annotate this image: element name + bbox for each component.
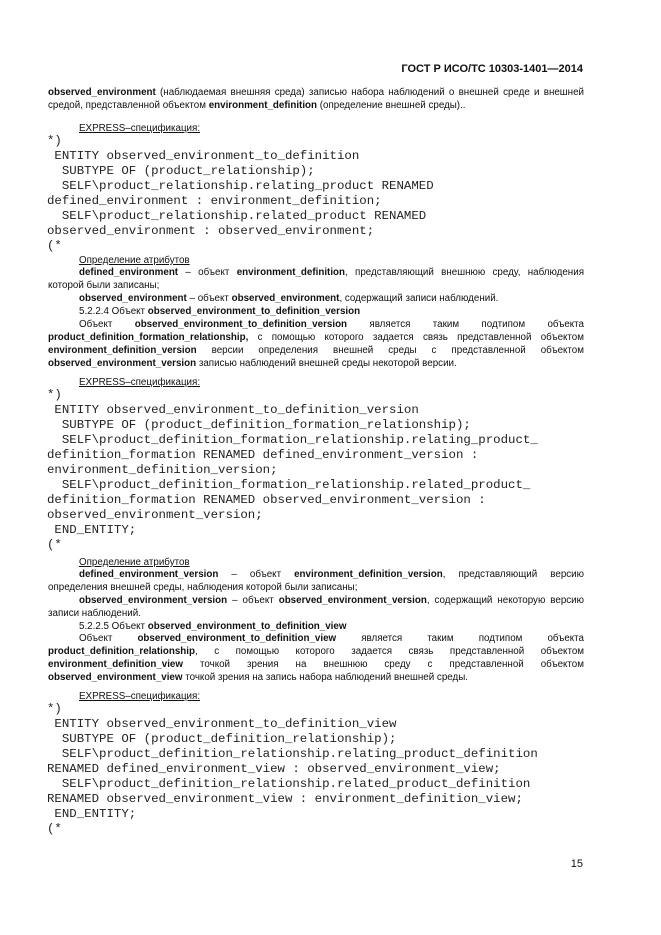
section-number: 5.2.2.4 Объект (79, 306, 148, 317)
express-spec-label: EXPRESS–спецификация: (79, 123, 201, 134)
term-bold: observed_environment_to_definition_view (137, 633, 337, 644)
code-line: (* (47, 538, 62, 552)
code-line: ENTITY observed_environment_to_definition (47, 149, 360, 163)
text-span: , с помощью которого задается связь представленной объектом (194, 646, 584, 657)
term-bold: environment_definition (236, 267, 346, 278)
term-bold: observed_environment_version (79, 595, 228, 606)
text-span: , содержащий записи наблюдений. (339, 293, 499, 304)
text-span: – объект (186, 293, 232, 304)
attr-definition (48, 292, 584, 305)
intro-paragraph (48, 86, 584, 112)
code-line: definition_formation RENAMED defined_environment_version : (47, 448, 479, 462)
text-span: версии определения внешней среды с представленной объектом (196, 345, 584, 356)
text-span: точкой зрения на внешнюю среду с представленной объектом (183, 659, 584, 670)
text-span: , содержащий некоторую версию записи наблюдений. (48, 595, 584, 619)
section-heading-5224 (48, 305, 584, 318)
code-line: SELF\product_definition_relationship.related_product_definition (47, 777, 531, 791)
text-span: является таким подтипом объекта (336, 633, 584, 644)
code-line: RENAMED observed_environment_view : environment_definition_view; (47, 792, 523, 806)
term-bold: observed_environment_version (48, 358, 197, 369)
express-code-block-2 (47, 388, 607, 553)
code-line: environment_definition_version; (47, 463, 278, 477)
text-span: с помощью которого задается связь представленной объектом (248, 332, 584, 343)
attr-def-label: Определение атрибутов (79, 557, 190, 568)
term-bold: observed_environment_version (278, 595, 427, 606)
code-line: END_ENTITY; (47, 523, 137, 537)
text-span: Объект (79, 633, 138, 644)
term-bold: observed_environment (231, 293, 340, 304)
section-number: 5.2.2.5 Объект (79, 621, 148, 632)
attr-def-label: Определение атрибутов (79, 255, 190, 266)
text-span: , представляющий версию определения внешней среды, наблюдения которой были записаны; (48, 569, 584, 593)
text-span: является таким подтипом объекта (347, 319, 584, 330)
express-spec-label: EXPRESS–спецификация: (79, 691, 201, 702)
express-spec-label: EXPRESS–спецификация: (79, 377, 201, 388)
code-line: ENTITY observed_environment_to_definition_version (47, 403, 419, 417)
term-bold: observed_environment_view (48, 672, 183, 683)
express-code-block-1 (47, 134, 607, 254)
term-bold: defined_environment_version (79, 569, 219, 580)
attr-definition (48, 266, 584, 292)
term-bold: product_definition_formation_relationship, (48, 332, 249, 343)
document-code-header: ГОСТ Р ИСО/ТС 10303-1401—2014 (401, 63, 583, 75)
code-line: (* (47, 239, 62, 253)
code-line: *) (47, 134, 62, 148)
code-line: SELF\product_definition_formation_relationship.relating_product_ (47, 433, 538, 447)
code-line: SUBTYPE OF (product_relationship); (47, 164, 315, 178)
code-line: *) (47, 388, 62, 402)
term-bold: environment_definition_version (48, 345, 197, 356)
code-line: SELF\product_definition_relationship.relating_product_definition (47, 747, 538, 761)
code-line: observed_environment : observed_environment; (47, 224, 375, 238)
term-bold: observed_environment (48, 87, 156, 98)
code-line: SELF\product_definition_formation_relationship.related_product_ (47, 478, 531, 492)
term-bold: observed_environment_to_definition_view (147, 621, 347, 632)
code-line: observed_environment_version; (47, 508, 263, 522)
text-span: Объект (79, 319, 135, 330)
term-bold: observed_environment_to_definition_version (147, 306, 361, 317)
code-line: definition_formation RENAMED observed_environment_version : (47, 493, 486, 507)
page-number: 15 (570, 858, 583, 870)
code-line: SELF\product_relationship.related_product RENAMED (47, 209, 427, 223)
term-bold: observed_environment_to_definition_version (134, 319, 348, 330)
code-line: (* (47, 822, 62, 836)
term-bold: observed_environment (79, 293, 187, 304)
code-line: END_ENTITY; (47, 807, 137, 821)
attr-definition (48, 594, 584, 620)
code-line: SUBTYPE OF (product_definition_relationship); (47, 732, 397, 746)
text-span: (определение внешней среды).. (317, 100, 466, 111)
code-line: ENTITY observed_environment_to_definition_view (47, 717, 397, 731)
text-span: записью наблюдений внешней среды некоторой версии. (196, 358, 457, 369)
text-span: (наблюдаемая внешняя среда) записью набора наблюдений о внешней среде и внешней средой, представленной объектом (48, 87, 584, 111)
text-span: – объект (227, 595, 279, 606)
text-span: – объект (178, 267, 237, 278)
term-bold: product_definition_relationship (48, 646, 195, 657)
section-paragraph-5225 (48, 632, 584, 684)
code-line: SUBTYPE OF (product_definition_formation_relationship); (47, 418, 471, 432)
text-span: – объект (218, 569, 295, 580)
term-bold: defined_environment (79, 267, 179, 278)
term-bold: environment_definition (208, 100, 318, 111)
express-code-block-3 (47, 702, 607, 837)
text-span: точкой зрения на запись набора наблюдений внешней среды. (182, 672, 468, 683)
attr-definition (48, 568, 584, 594)
section-paragraph-5224 (48, 318, 584, 370)
code-line: RENAMED defined_environment_view : observed_environment_view; (47, 762, 501, 776)
code-line: SELF\product_relationship.relating_product RENAMED (47, 179, 434, 193)
text-span: , представляющий внешнюю среду, наблюдения которой были записаны; (48, 267, 584, 291)
code-line: defined_environment : environment_definition; (47, 194, 382, 208)
term-bold: environment_definition_version (294, 569, 443, 580)
code-line: *) (47, 702, 62, 716)
term-bold: environment_definition_view (48, 659, 184, 670)
